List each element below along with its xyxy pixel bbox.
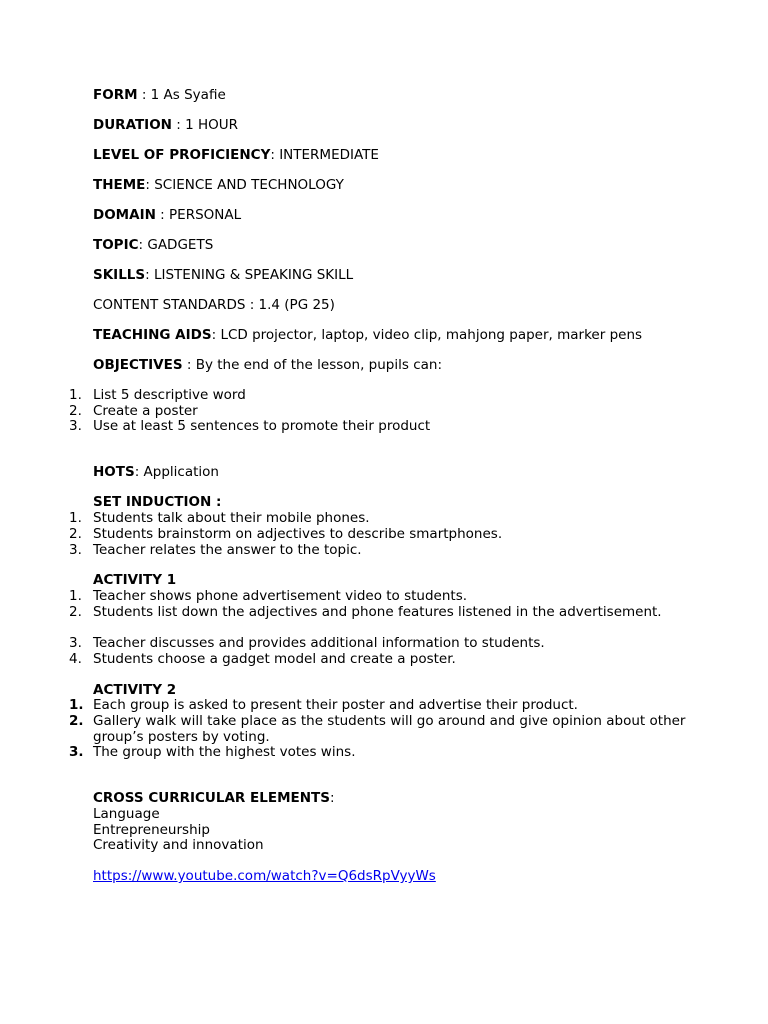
hots-field: HOTS: Application bbox=[93, 464, 219, 480]
domain-field: DOMAIN : PERSONAL bbox=[93, 207, 242, 223]
list-item: Creativity and innovation bbox=[93, 837, 264, 853]
list-number: 3. bbox=[69, 418, 82, 434]
list-item: Teacher discusses and provides additional information to students. bbox=[93, 635, 545, 651]
list-item: Each group is asked to present their poster and advertise their product. bbox=[93, 697, 578, 713]
teaching-aids-field: TEACHING AIDS: LCD projector, laptop, video clip, mahjong paper, marker pens bbox=[93, 327, 643, 343]
list-item: List 5 descriptive word bbox=[93, 387, 246, 403]
list-item: Teacher relates the answer to the topic. bbox=[93, 542, 362, 558]
list-number: 2. bbox=[69, 526, 82, 542]
list-number: 1. bbox=[69, 697, 84, 713]
list-item: Students list down the adjectives and phone features listened in the advertisement. bbox=[93, 604, 662, 620]
list-number: 3. bbox=[69, 635, 82, 651]
list-item: Students brainstorm on adjectives to describe smartphones. bbox=[93, 526, 503, 542]
section-heading: SET INDUCTION : bbox=[93, 494, 222, 510]
list-number: 3. bbox=[69, 744, 84, 760]
list-number: 2. bbox=[69, 713, 84, 729]
proficiency-field: LEVEL OF PROFICIENCY: INTERMEDIATE bbox=[93, 147, 379, 163]
list-item: Language bbox=[93, 806, 160, 822]
list-item: Create a poster bbox=[93, 403, 198, 419]
list-number: 4. bbox=[69, 651, 82, 667]
video-link[interactable]: https://www.youtube.com/watch?v=Q6dsRpVyyWs bbox=[93, 868, 436, 884]
list-number: 1. bbox=[69, 510, 82, 526]
objectives-field: OBJECTIVES : By the end of the lesson, pupils can: bbox=[93, 357, 442, 373]
list-item: Students talk about their mobile phones. bbox=[93, 510, 370, 526]
form-field: FORM : 1 As Syafie bbox=[93, 87, 226, 103]
list-item: Entrepreneurship bbox=[93, 822, 210, 838]
list-item: Students choose a gadget model and create a poster. bbox=[93, 651, 456, 667]
section-heading: ACTIVITY 2 bbox=[93, 682, 177, 698]
topic-field: TOPIC: GADGETS bbox=[93, 237, 214, 253]
list-number: 1. bbox=[69, 387, 82, 403]
section-heading: CROSS CURRICULAR ELEMENTS: bbox=[93, 790, 335, 806]
list-item: Gallery walk will take place as the students will go around and give opinion about other group’s posters by voting. bbox=[93, 713, 686, 745]
theme-field: THEME: SCIENCE AND TECHNOLOGY bbox=[93, 177, 344, 193]
list-item: Use at least 5 sentences to promote their product bbox=[93, 418, 431, 434]
list-number: 1. bbox=[69, 588, 82, 604]
skills-field: SKILLS: LISTENING & SPEAKING SKILL bbox=[93, 267, 354, 283]
list-item: The group with the highest votes wins. bbox=[93, 744, 356, 760]
list-item: Teacher shows phone advertisement video to students. bbox=[93, 588, 468, 604]
list-number: 3. bbox=[69, 542, 82, 558]
list-number: 2. bbox=[69, 403, 82, 419]
section-heading: ACTIVITY 1 bbox=[93, 572, 177, 588]
list-number: 2. bbox=[69, 604, 82, 620]
video-link-line bbox=[93, 868, 436, 884]
content-standards-field: CONTENT STANDARDS : 1.4 (PG 25) bbox=[93, 297, 335, 313]
duration-field: DURATION : 1 HOUR bbox=[93, 117, 239, 133]
